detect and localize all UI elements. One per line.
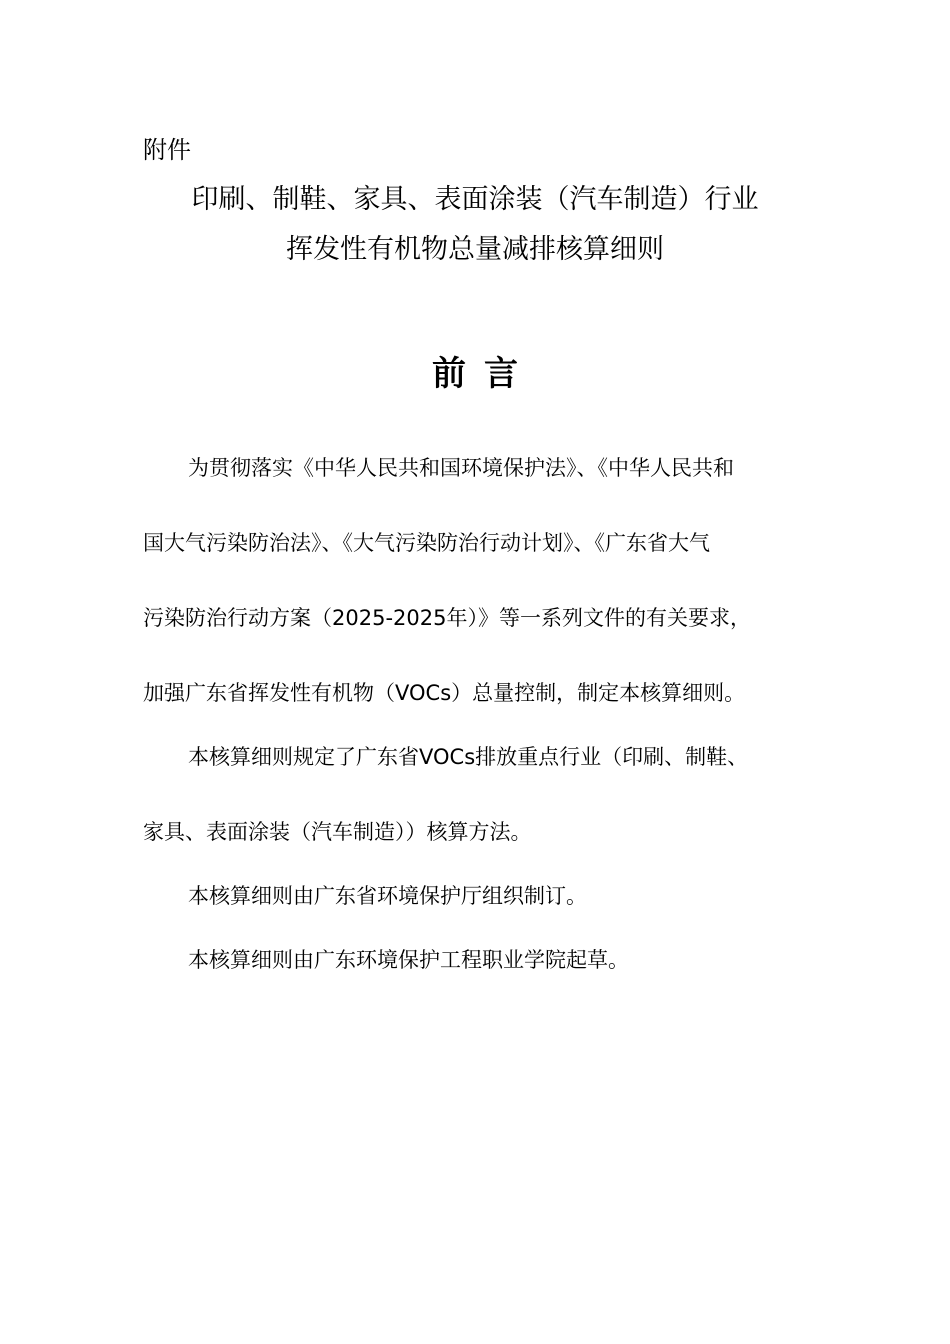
document-title-line-2: 挥发性有机物总量减排核算细则 bbox=[286, 234, 664, 265]
body-line-5: 本核算细则规定了广东省VOCs排放重点行业（印刷、制鞋、 bbox=[188, 745, 749, 769]
body-line-6: 家具、表面涂装（汽车制造））核算方法。 bbox=[143, 820, 532, 844]
body-line-1: 为贯彻落实《中华人民共和国环境保护法》、《中华人民共和 bbox=[188, 456, 734, 480]
body-line-4: 加强广东省挥发性有机物（VOCs）总量控制，制定本核算细则。 bbox=[143, 681, 746, 705]
attachment-label: 附件 bbox=[143, 136, 191, 164]
body-line-8: 本核算细则由广东环境保护工程职业学院起草。 bbox=[188, 948, 629, 972]
document-title-line-1: 印刷、制鞋、家具、表面涂装（汽车制造）行业 bbox=[191, 184, 759, 215]
body-line-7: 本核算细则由广东省环境保护厅组织制订。 bbox=[188, 884, 587, 908]
section-heading-preface: 前言 bbox=[432, 354, 536, 394]
body-line-3: 污染防治行动方案（2025-2025年）》等一系列文件的有关要求， bbox=[143, 606, 751, 630]
body-line-2: 国大气污染防治法》、《大气污染防治行动计划》、《广东省大气 bbox=[143, 531, 710, 555]
